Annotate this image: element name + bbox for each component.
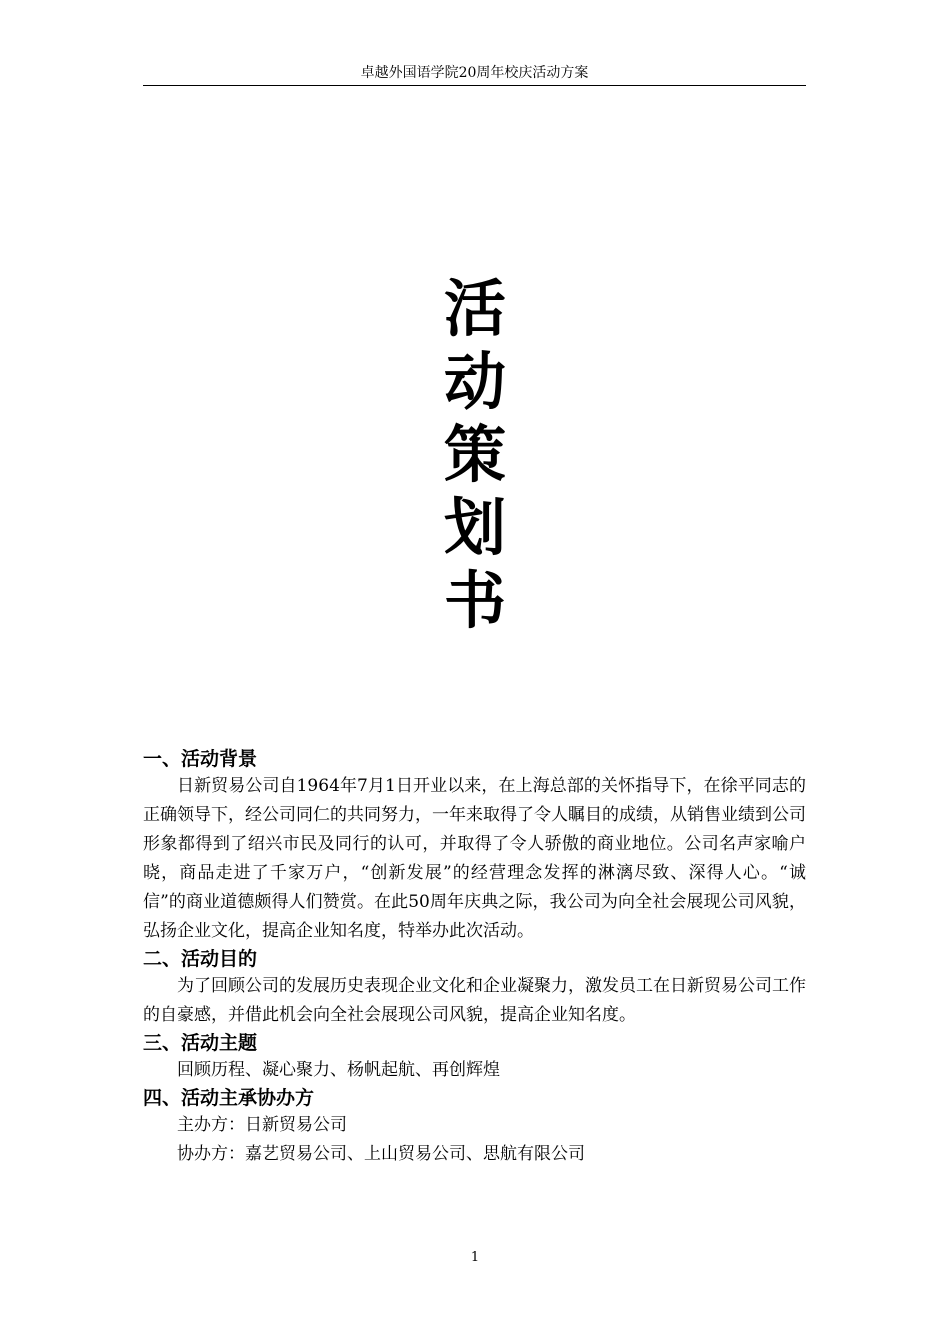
header-rule: [143, 85, 806, 86]
page-header: 卓越外国语学院20周年校庆活动方案: [360, 65, 589, 81]
organizer-line: 主办方：日新贸易公司: [177, 1115, 347, 1135]
title-char: 活: [443, 272, 506, 345]
page-number: 1: [470, 1250, 480, 1265]
title-char: 书: [443, 564, 506, 637]
section-paragraph: 日新贸易公司自1964年7月1日开业以来，在上海总部的关怀指导下，在徐平同志的正确领导下，经公司同仁的共同努力，一年来取得了令人瞩目的成绩，从销售业绩到公司形象都得到了绍兴市民及同行的认可，并取得了令人骄傲的商业地位。公司名声家喻户晓，商品走进了千家万户，“创新发展”的经营理念发挥的淋漓尽致、深得人心。“诚信”的商业道德颇得人们赞赏。在此50周年庆典之际，我公司为向全社会展现公司风貌，弘扬企业文化，提高企业知名度，特举办此次活动。: [143, 776, 806, 941]
section-heading-organizers: 四、活动主承协办方: [143, 1087, 315, 1109]
section-heading-theme: 三、活动主题: [143, 1032, 258, 1054]
document-body: [143, 746, 806, 1169]
document-title: [425, 272, 525, 637]
title-char: 动: [443, 345, 506, 418]
title-char: 策: [443, 418, 506, 491]
co-organizer-line: 协办方：嘉艺贸易公司、上山贸易公司、思航有限公司: [177, 1144, 585, 1164]
section-paragraph: 为了回顾公司的发展历史表现企业文化和企业凝聚力，激发员工在日新贸易公司工作的自豪感，并借此机会向全社会展现公司风貌，提高企业知名度。: [143, 976, 806, 1025]
title-char: 划: [443, 491, 506, 564]
section-heading-purpose: 二、活动目的: [143, 948, 258, 970]
section-paragraph: 回顾历程、凝心聚力、杨帆起航、再创辉煌: [177, 1060, 500, 1080]
section-heading-background: 一、活动背景: [143, 748, 258, 770]
